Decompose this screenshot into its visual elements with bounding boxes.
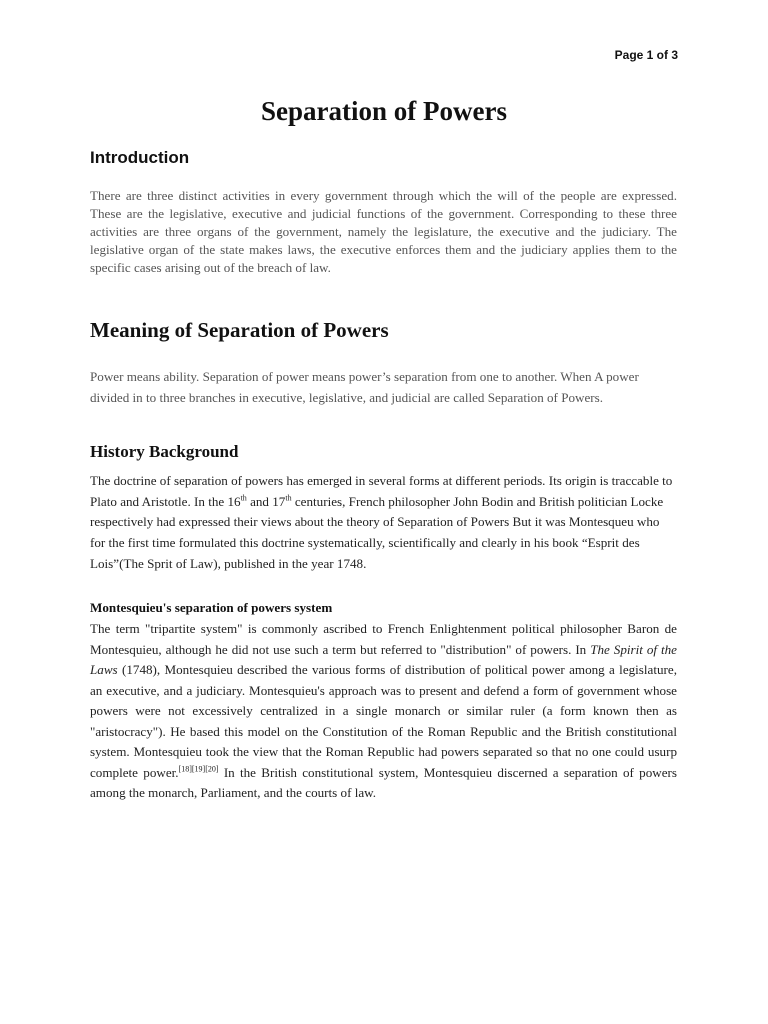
ordinal-suffix: th xyxy=(240,493,247,503)
history-heading: History Background xyxy=(90,442,239,461)
montesquieu-paragraph xyxy=(90,619,677,804)
meaning-heading: Meaning of Separation of Powers xyxy=(90,318,389,342)
introduction-paragraph: There are three distinct activities in every government through which the will of the people are expressed. These are the legislative, executive and judicial functions of the government. Corresponding to these three activities are three organs of the government, namely the legislature, the executive and the judiciary. The legislative organ of the state makes laws, the executive enforces them and the judiciary applies them to the specific cases arising out of the breach of law. xyxy=(90,188,677,275)
history-text-part: The doctrine of separation of powers has emerged in several forms at different periods. Its origin is traccable to Plato and Aristotle. In the 16 xyxy=(90,473,673,509)
history-text-part: and 17 xyxy=(246,493,286,509)
page-number: Page 1 of 3 xyxy=(614,48,678,62)
history-text-part: centuries, French philosopher John Bodin and British politician Locke respectively had expressed their views about the theory of Separation of Powers But it was Montesqueu who for the first time formulated this doctrine systematically, scientifically and clearly in his book “Esprit des Lois”(The Sprit of Law), published in the year 1748. xyxy=(90,493,664,571)
montesquieu-text-part: In the British constitutional system, Montesquieu discerned a separation of powers among the monarch, Parliament, and the courts of law. xyxy=(90,764,677,800)
history-paragraph xyxy=(90,471,677,575)
document-title: Separation of Powers xyxy=(261,96,507,126)
book-title: The Spirit of the Laws xyxy=(90,641,677,677)
montesquieu-heading: Montesquieu's separation of powers system xyxy=(90,600,333,615)
ordinal-suffix: th xyxy=(285,493,292,503)
meaning-paragraph: Power means ability. Separation of power means power’s separation from one to another. When A power divided in to three branches in executive, legislative, and judicial are called Separation of Powers. xyxy=(90,369,639,405)
montesquieu-text-part: (1748), Montesquieu described the various forms of distribution of political power among a legislature, an executive, and a judiciary. Montesquieu's approach was to present and defend a form of government whose powers were not excessively centralized in a single monarch or similar ruler (a form known then as "aristocracy"). He based this model on the Constitution of the Roman Republic and the British constitutional system. Montesquieu took the view that the Roman Republic had powers separated so that no one could usurp complete power. xyxy=(90,662,677,780)
citation-link[interactable]: [18][19][20] xyxy=(178,764,219,774)
introduction-heading: Introduction xyxy=(90,148,190,167)
montesquieu-text-part: The term "tripartite system" is commonly ascribed to French Enlightenment political philosopher Baron de Montesquieu, although he did not use such a term but referred to "distribution" of powers. In xyxy=(90,621,677,657)
